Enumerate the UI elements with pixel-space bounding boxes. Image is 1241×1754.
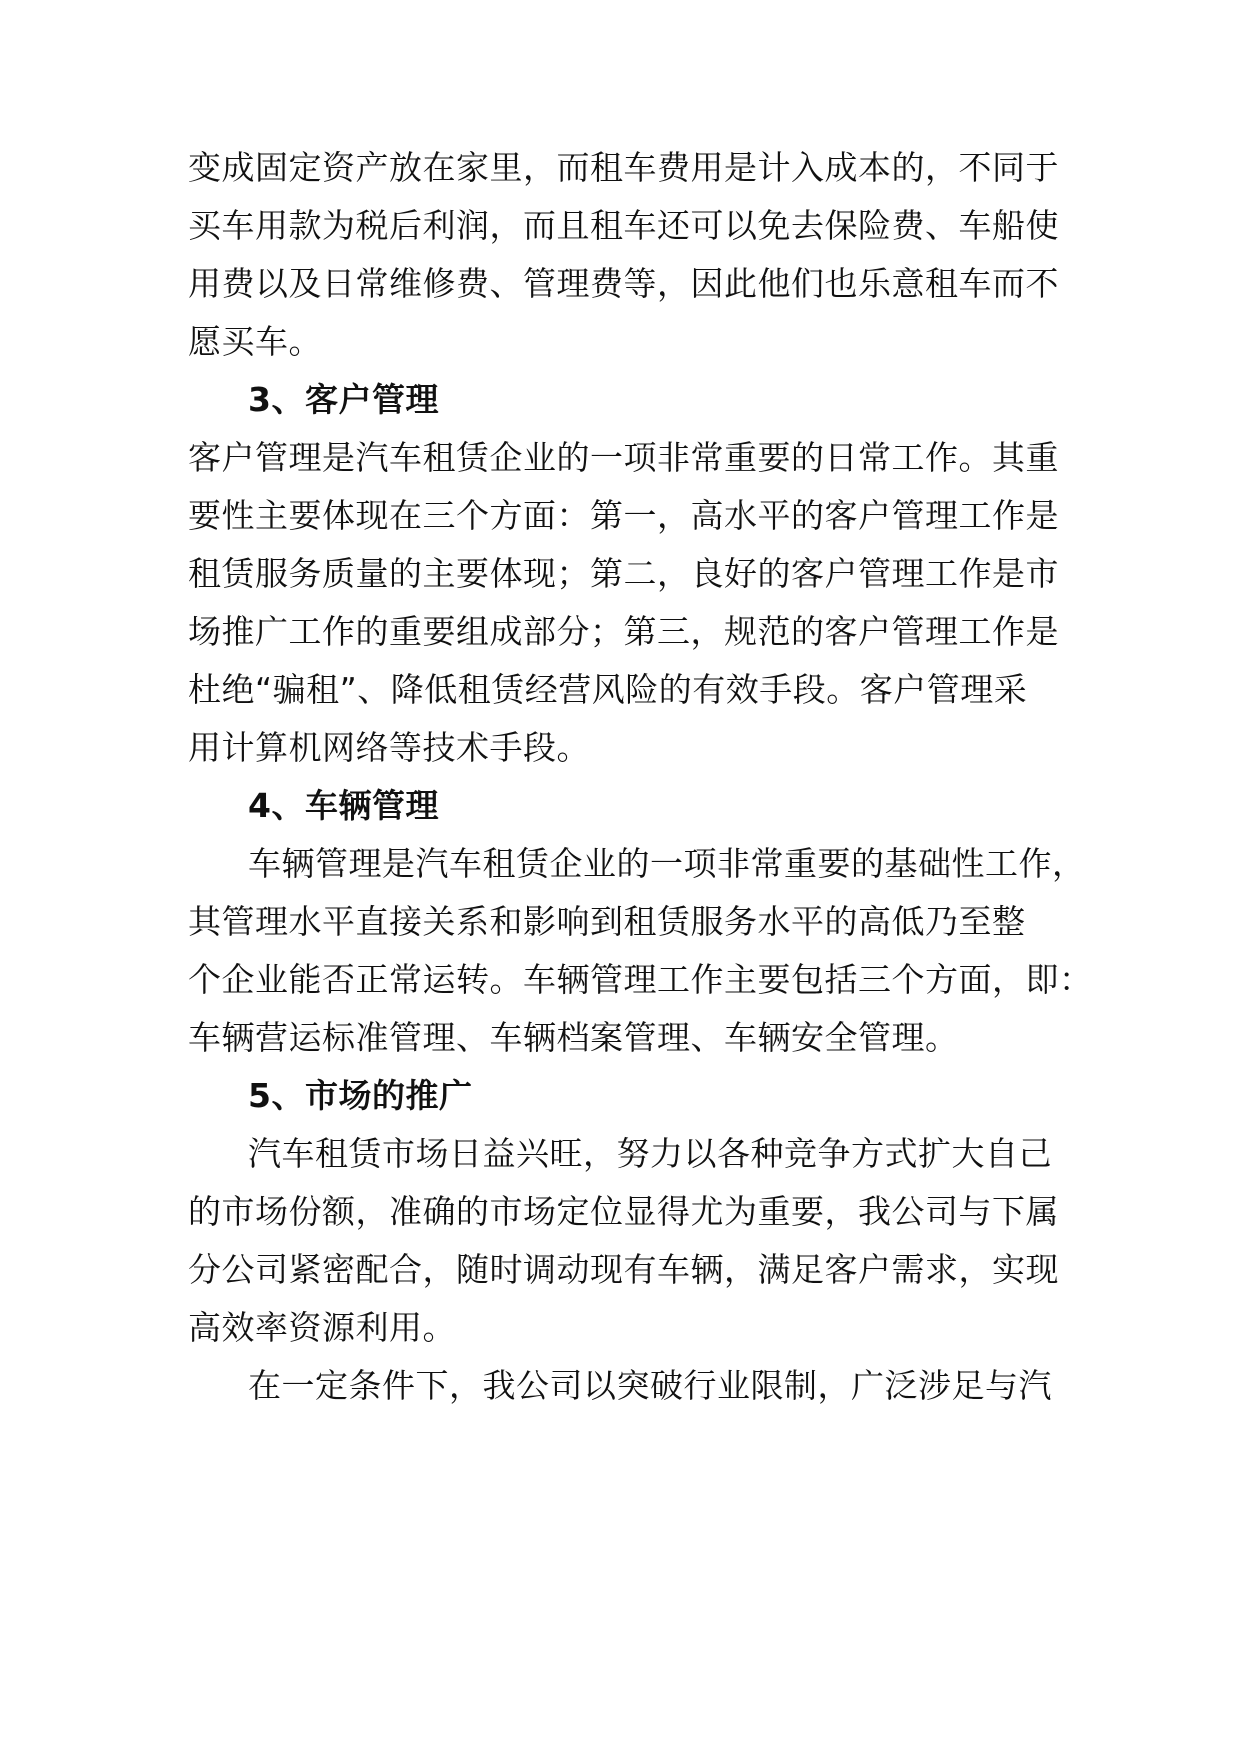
- paragraph-line: 场推广工作的重要组成部分；第三，规范的客户管理工作是: [188, 612, 1059, 651]
- paragraph-line: 客户管理是汽车租赁企业的一项非常重要的日常工作。其重: [188, 438, 1059, 477]
- paragraph-line: 个企业能否正常运转。车辆管理工作主要包括三个方面，即：: [188, 960, 1093, 999]
- paragraph-line: 其管理水平直接关系和影响到租赁服务水平的高低乃至整: [188, 902, 1026, 941]
- section-heading-5: 5、市场的推广: [248, 1076, 473, 1115]
- paragraph-line: 要性主要体现在三个方面：第一，高水平的客户管理工作是: [188, 496, 1059, 535]
- section-heading-3: 3、客户管理: [248, 380, 439, 419]
- paragraph-line: 用计算机网络等技术手段。: [188, 728, 590, 767]
- paragraph-line: 车辆营运标准管理、车辆档案管理、车辆安全管理。: [188, 1018, 959, 1057]
- paragraph-line: 在一定条件下，我公司以突破行业限制，广泛涉足与汽: [248, 1366, 1052, 1405]
- paragraph-line: 杜绝“骗租”、降低租赁经营风险的有效手段。客户管理采: [188, 670, 1028, 709]
- paragraph-line: 买车用款为税后利润，而且租车还可以免去保险费、车船使: [188, 206, 1059, 245]
- paragraph-line: 汽车租赁市场日益兴旺，努力以各种竞争方式扩大自己: [248, 1134, 1052, 1173]
- paragraph-line: 用费以及日常维修费、管理费等，因此他们也乐意租车而不: [188, 264, 1059, 303]
- paragraph-line: 高效率资源利用。: [188, 1308, 456, 1347]
- paragraph-line: 愿买车。: [188, 322, 322, 361]
- paragraph-line: 的市场份额，准确的市场定位显得尤为重要，我公司与下属: [188, 1192, 1059, 1231]
- paragraph-line: 变成固定资产放在家里，而租车费用是计入成本的，不同于: [188, 148, 1059, 187]
- section-heading-4: 4、车辆管理: [248, 786, 439, 825]
- paragraph-line: 分公司紧密配合，随时调动现有车辆，满足客户需求，实现: [188, 1250, 1059, 1289]
- paragraph-line: 车辆管理是汽车租赁企业的一项非常重要的基础性工作，: [248, 844, 1086, 883]
- paragraph-line: 租赁服务质量的主要体现；第二，良好的客户管理工作是市: [188, 554, 1059, 593]
